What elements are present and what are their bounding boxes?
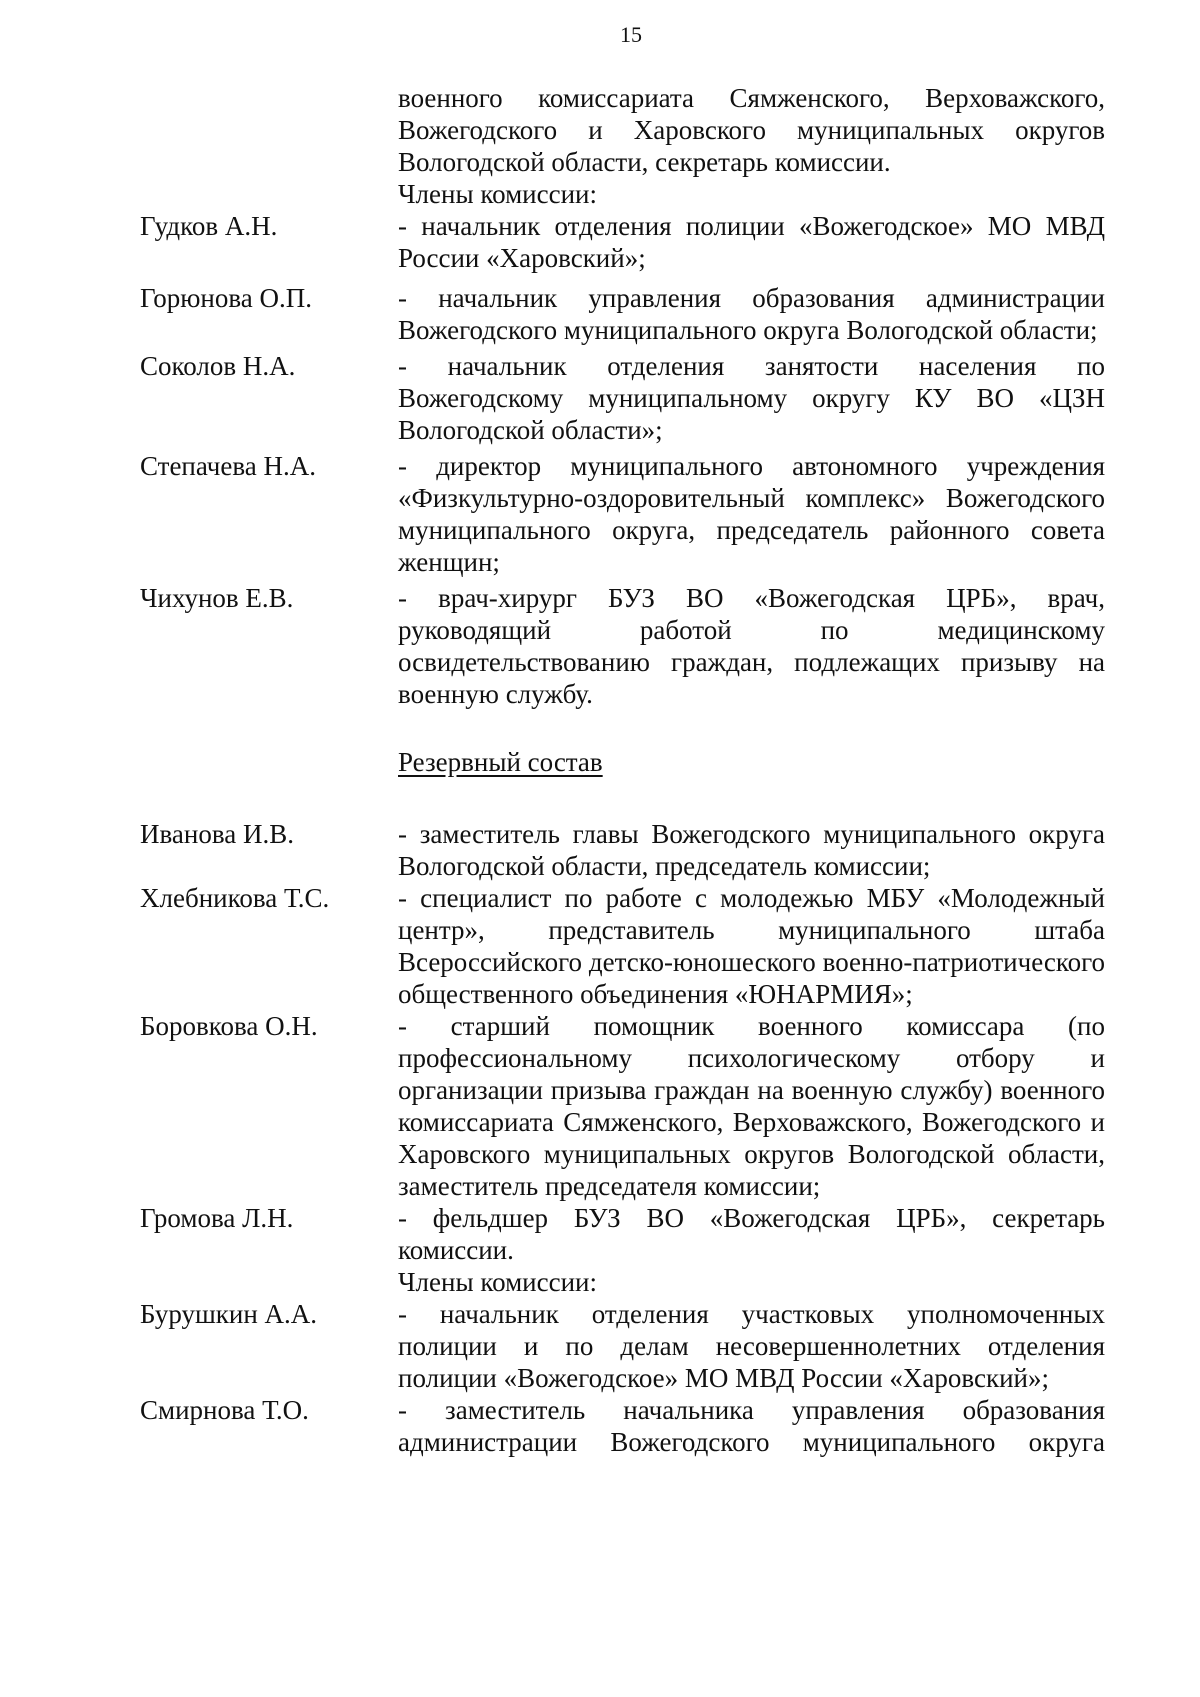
member-name: Громова Л.Н. (140, 1203, 294, 1233)
member-row (140, 450, 1105, 578)
member-role: - начальник управления образования администрации Вожегодского муниципального округа Вологодской области; (398, 283, 1105, 345)
member-row (140, 818, 1105, 882)
member-role: - заместитель начальника управления образования администрации Вожегодского муниципального округа (398, 1395, 1105, 1457)
member-name: Степачева Н.А. (140, 451, 316, 481)
member-name: Соколов Н.А. (140, 351, 296, 381)
member-role: - начальник отделения полиции «Вожегодское» МО МВД России «Харовский»; (398, 211, 1105, 273)
member-role: - врач-хирург БУЗ ВО «Вожегодская ЦРБ», врач, руководящий работой по медицинскому освидетельствованию граждан, подлежащих призыву на военную службу. (398, 583, 1105, 709)
member-role: - директор муниципального автономного учреждения «Физкультурно-оздоровительный комплекс» Вожегодского муниципального округа, председатель районного совета женщин; (398, 451, 1105, 577)
member-row (140, 1202, 1105, 1266)
member-row (140, 1394, 1105, 1458)
member-name: Горюнова О.П. (140, 283, 312, 313)
member-name: Чихунов Е.В. (140, 583, 294, 613)
member-role: - начальник отделения участковых уполномоченных полиции и по делам несовершеннолетних отделения полиции «Вожегодское» МО МВД России «Харовский»; (398, 1299, 1105, 1393)
commission-list (140, 82, 1105, 1458)
member-name: Хлебникова Т.С. (140, 883, 330, 913)
member-row (140, 882, 1105, 1010)
member-role: - начальник отделения занятости населения по Вожегодскому муниципальному округу КУ ВО «ЦЗН Вологодской области»; (398, 351, 1105, 445)
member-name: Гудков А.Н. (140, 211, 278, 241)
member-role: - специалист по работе с молодежью МБУ «Молодежный центр», представитель муниципального штаба Всероссийского детско-юношеского военно-патриотического общественного объединения «ЮНАРМИЯ»; (398, 883, 1105, 1009)
member-row (140, 582, 1105, 710)
member-row (140, 210, 1105, 274)
member-name: Смирнова Т.О. (140, 1395, 309, 1425)
member-role: - фельдшер БУЗ ВО «Вожегодская ЦРБ», секретарь комиссии. (398, 1203, 1105, 1265)
member-name: Иванова И.В. (140, 819, 294, 849)
intro-text: военного комиссариата Сямженского, Верховажского, Вожегодского и Харовского муниципальных округов Вологодской области, секретарь комиссии. (398, 83, 1105, 177)
member-role: - заместитель главы Вожегодского муниципального округа Вологодской области, председатель комиссии; (398, 819, 1105, 881)
page-number: 15 (620, 22, 642, 47)
members-label: Члены комиссии: (398, 1267, 597, 1297)
reserve-heading: Резервный состав (398, 747, 603, 777)
member-row (140, 350, 1105, 446)
member-row (140, 1298, 1105, 1394)
member-row (140, 1010, 1105, 1202)
member-name: Бурушкин А.А. (140, 1299, 318, 1329)
members-label: Члены комиссии: (398, 179, 597, 209)
member-name: Боровкова О.Н. (140, 1011, 318, 1041)
member-role: - старший помощник военного комиссара (по профессиональному психологическому отбору и организации призыва граждан на военную службу) военного комиссариата Сямженского, Верховажского, Вожегодского и Харовского муниципальных округов Вологодской области, заместитель председателя комиссии; (398, 1011, 1105, 1201)
member-row (140, 282, 1105, 346)
